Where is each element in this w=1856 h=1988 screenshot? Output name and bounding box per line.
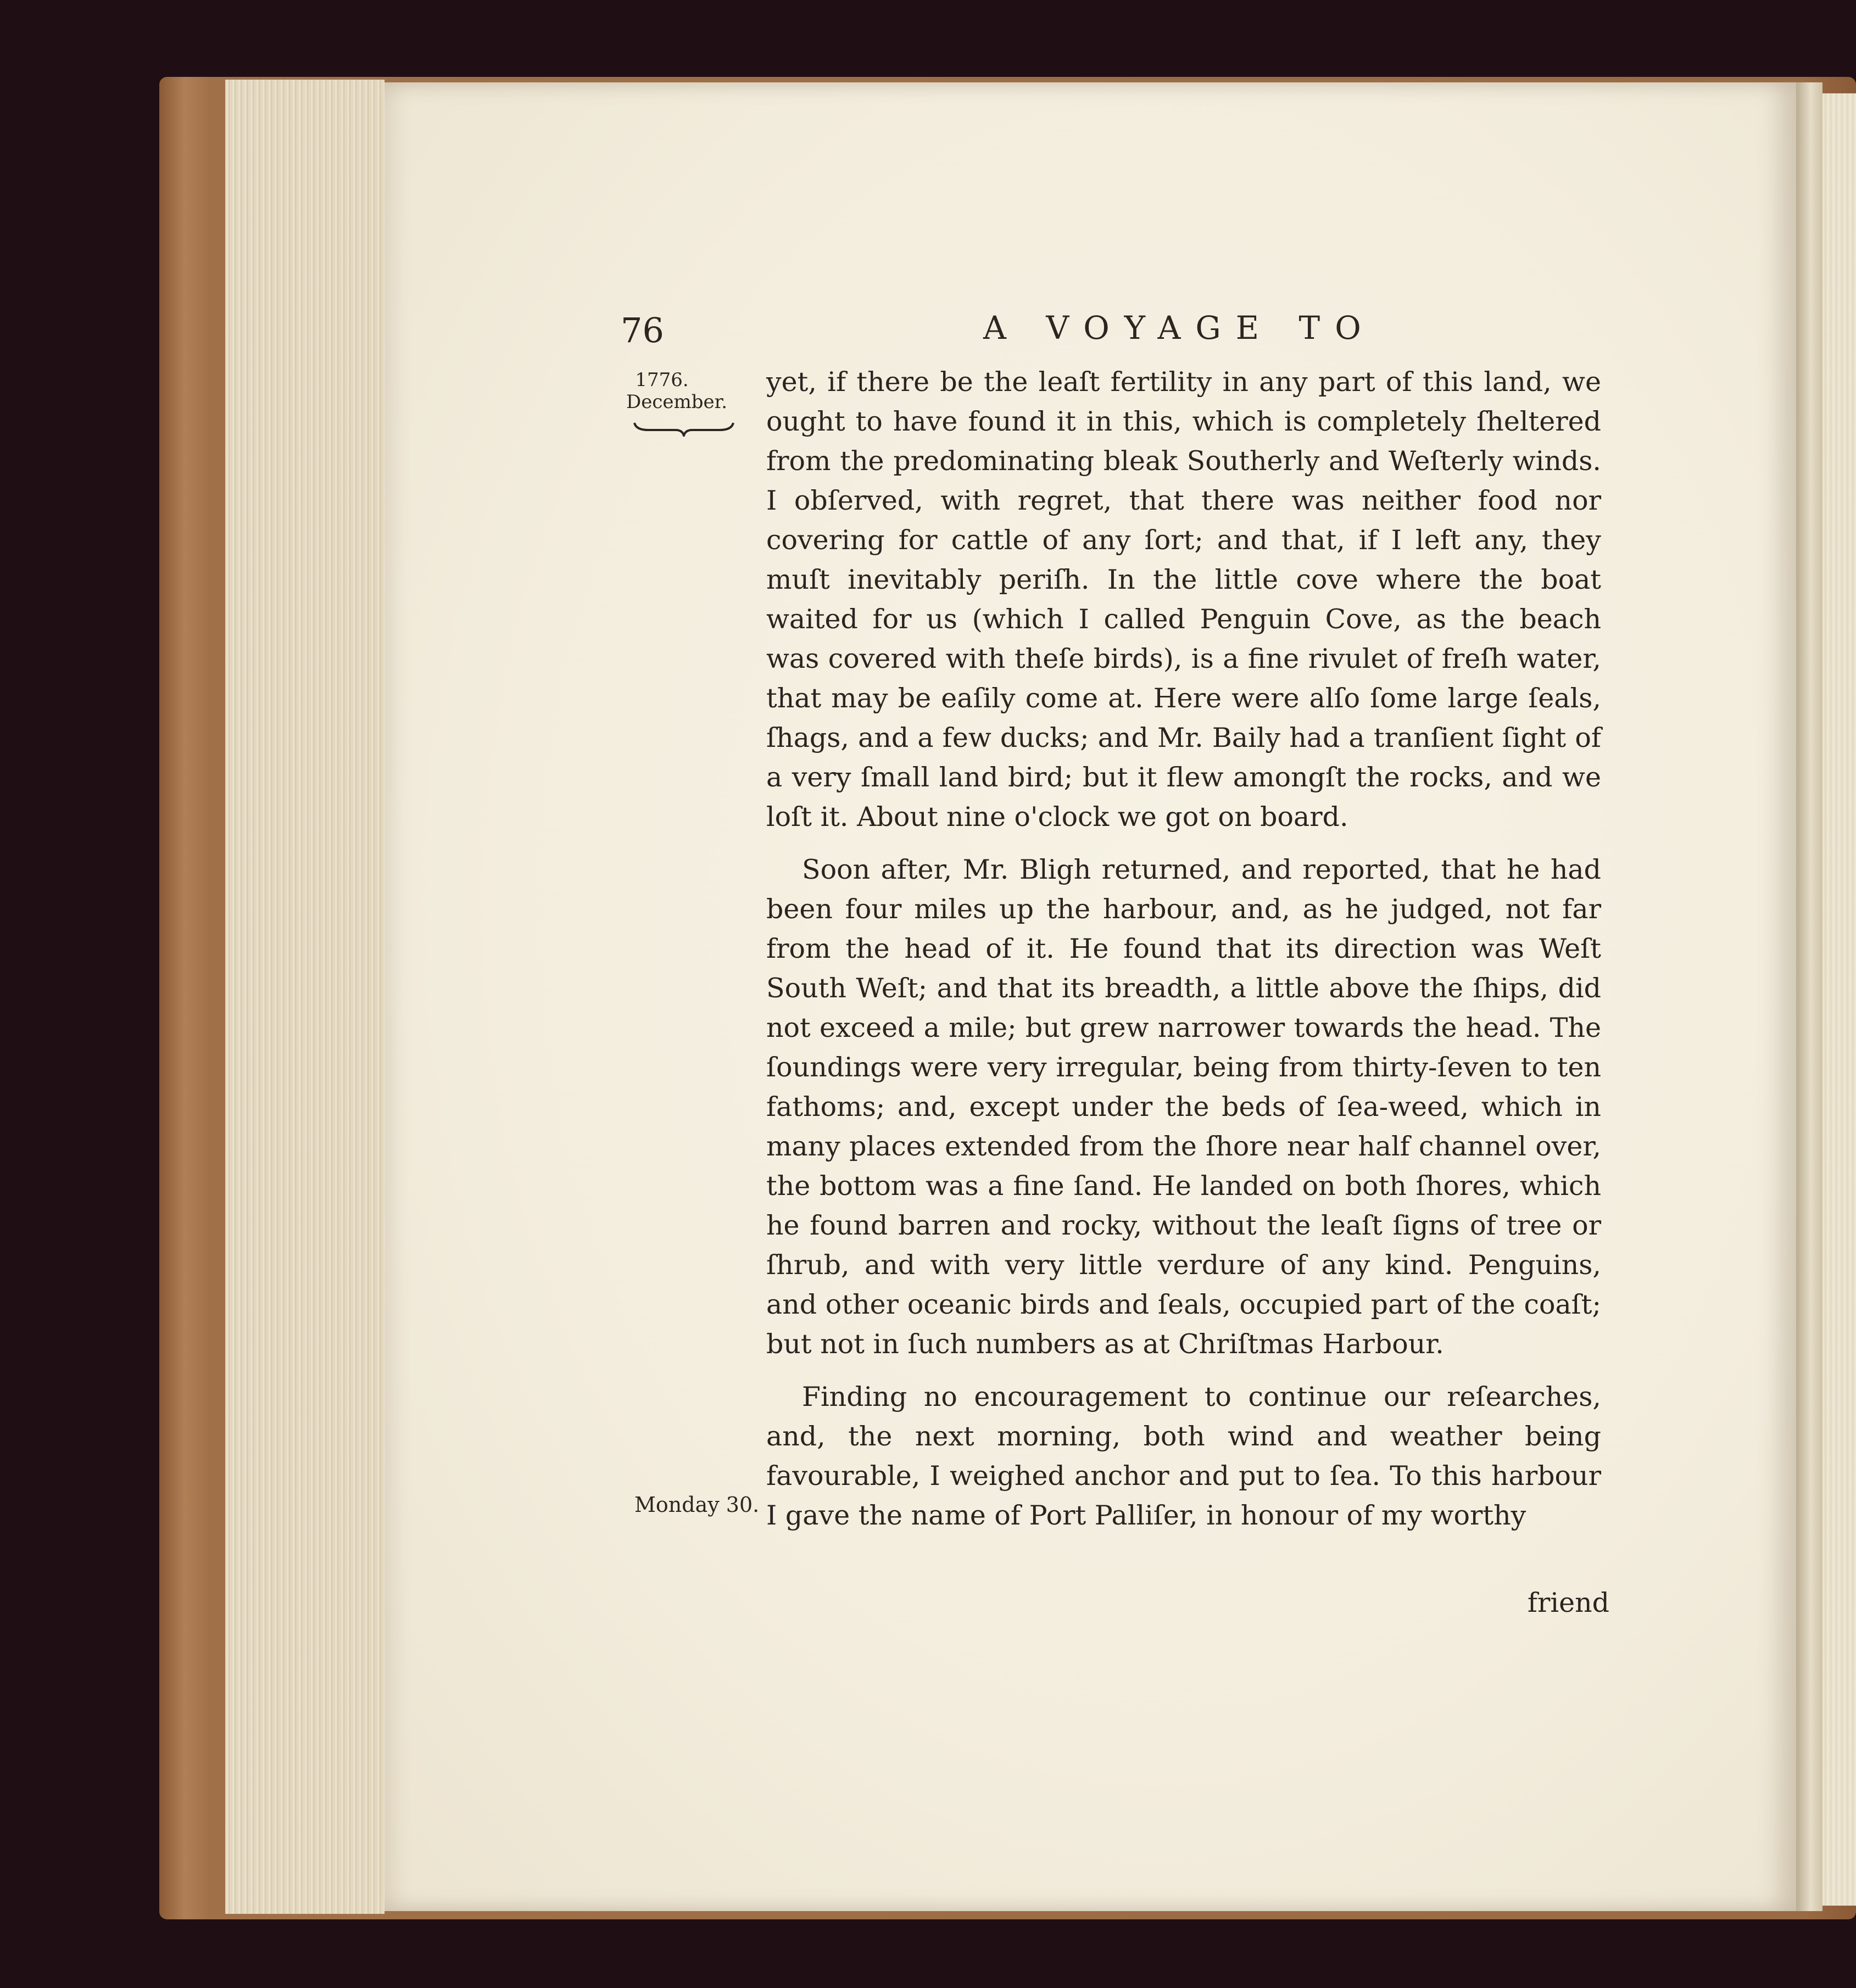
catchword: friend	[1527, 1587, 1609, 1618]
margin-note-date: Monday 30.	[634, 1493, 760, 1517]
margin-note-year: 1776.	[635, 369, 689, 391]
page-number: 76	[621, 310, 664, 350]
paragraph: yet, if there be the leaſt fertility in any part of this land, we ought to have found it in this, which is completely ſheltered from the predominating bleak Southerly and Weſterly winds. I obſerved, with regret, that there was neither food nor covering for cattle of any ſort; and that, if I left any, they muſt inevitably periſh. In the little cove where the boat waited for us (which I called Penguin Cove, as the beach was covered with theſe birds), is a fine rivulet of freſh water, that may be eaſily come at. Here were alſo ſome large ſeals, ſhags, and a few ducks; and Mr. Baily had a tranſient ſight of a very ſmall land bird; but it flew amongſt the rocks, and we loſt it. About nine o'clock we got on board.	[766, 366, 1601, 833]
paragraph: Soon after, Mr. Bligh returned, and reported, that he had been four miles up the harbour, and, as he judged, not far from the head of it. He found that its direction was Weſt South Weſt; and that its breadth, a little above the ſhips, did not exceed a mile; but grew narrower towards the head. The ſoundings were very irregular, being from thirty-ſeven to ten fathoms; and, except under the beds of ſea-weed, which in many places extended from the ſhore near half channel over, the bottom was a fine ſand. He landed on both ſhores, which he found barren and rocky, without the leaſt ſigns of tree or ſhrub, and with very little verdure of any kind. Penguins, and other oceanic birds and ſeals, occupied part of the coaſt; but not in ſuch numbers as at Chriſtmas Harbour.	[766, 854, 1601, 1360]
paragraph: Finding no encouragement to continue our reſearches, and, the next morning, both wind and weather being favourable, I weighed anchor and put to ſea. To this harbour I gave the name of Port Palliſer, in honour of my worthy	[766, 1381, 1601, 1531]
facing-page-edge	[1822, 93, 1856, 1906]
book-gutter	[1796, 82, 1822, 1911]
body-text	[766, 362, 1601, 1549]
brace-icon	[632, 420, 736, 437]
margin-note-month: December.	[626, 391, 727, 413]
running-head: A VOYAGE TO	[983, 309, 1376, 347]
page-edges-left	[225, 80, 384, 1914]
